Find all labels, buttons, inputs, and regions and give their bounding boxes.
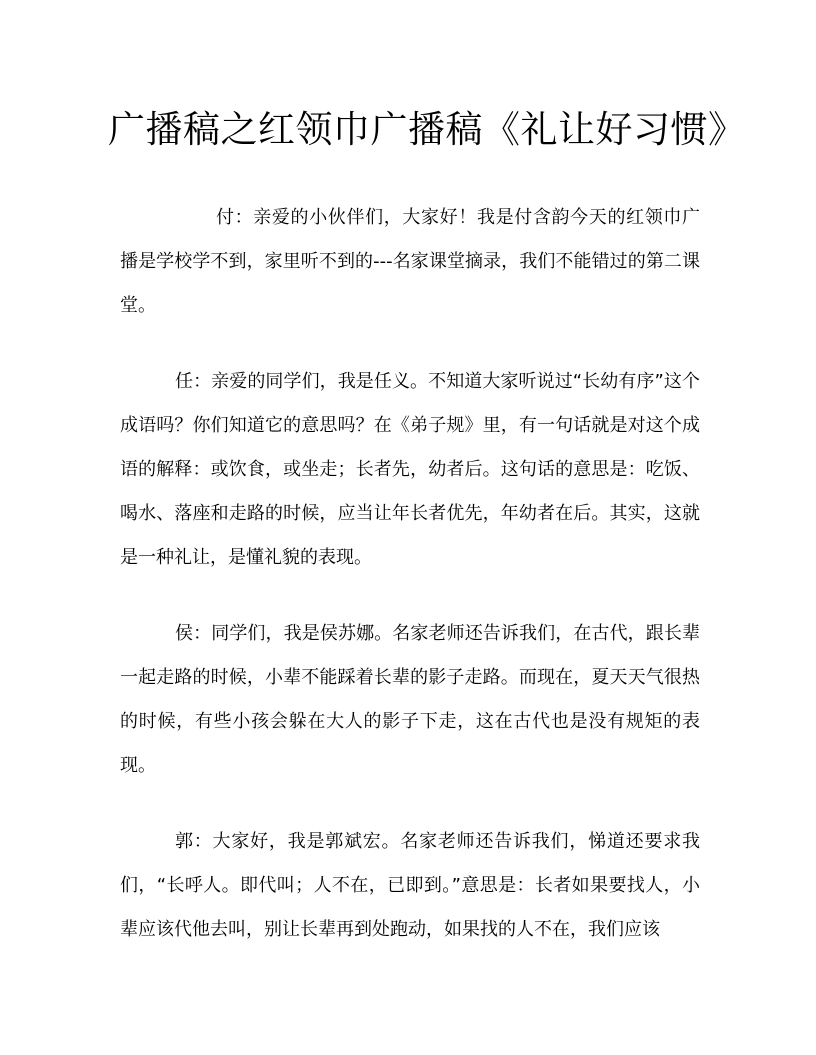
- paragraph-guo: 郭：大家好，我是郭斌宏。名家老师还告诉我们，悌道还要求我们，“长呼人。即代叫；人不在，已即到。”意思是：长者如果要找人，小辈应该代他去叫，别让长辈再到处跑动，如果找的人不在，我们应该: [120, 831, 700, 940]
- paragraph-hou: 侯：同学们，我是侯苏娜。名家老师还告诉我们，在古代，跟长辈一起走路的时候，小辈不能踩着长辈的影子走路。而现在，夏天天气很热的时候，有些小孩会躲在大人的影子下走，这在古代也是没有规矩的表现。: [120, 623, 700, 776]
- paragraph-ren: 任：亲爱的同学们，我是任义。不知道大家听说过“长幼有序”这个成语吗？你们知道它的意思吗？在《弟子规》里，有一句话就是对这个成语的解释：或饮食，或坐走；长者先，幼者后。这句话的意思是：吃饭、喝水、落座和走路的时候，应当让年长者优先，年幼者在后。其实，这就是一种礼让，是懂礼貌的表现。: [120, 371, 700, 568]
- paragraph-fu: 付：亲爱的小伙伴们，大家好！我是付含韵今天的红领巾广播是学校学不到，家里听不到的---名家课堂摘录，我们不能错过的第二课堂。: [120, 207, 700, 316]
- document-title: 广播稿之红领巾广播稿《礼让好习惯》: [108, 108, 746, 151]
